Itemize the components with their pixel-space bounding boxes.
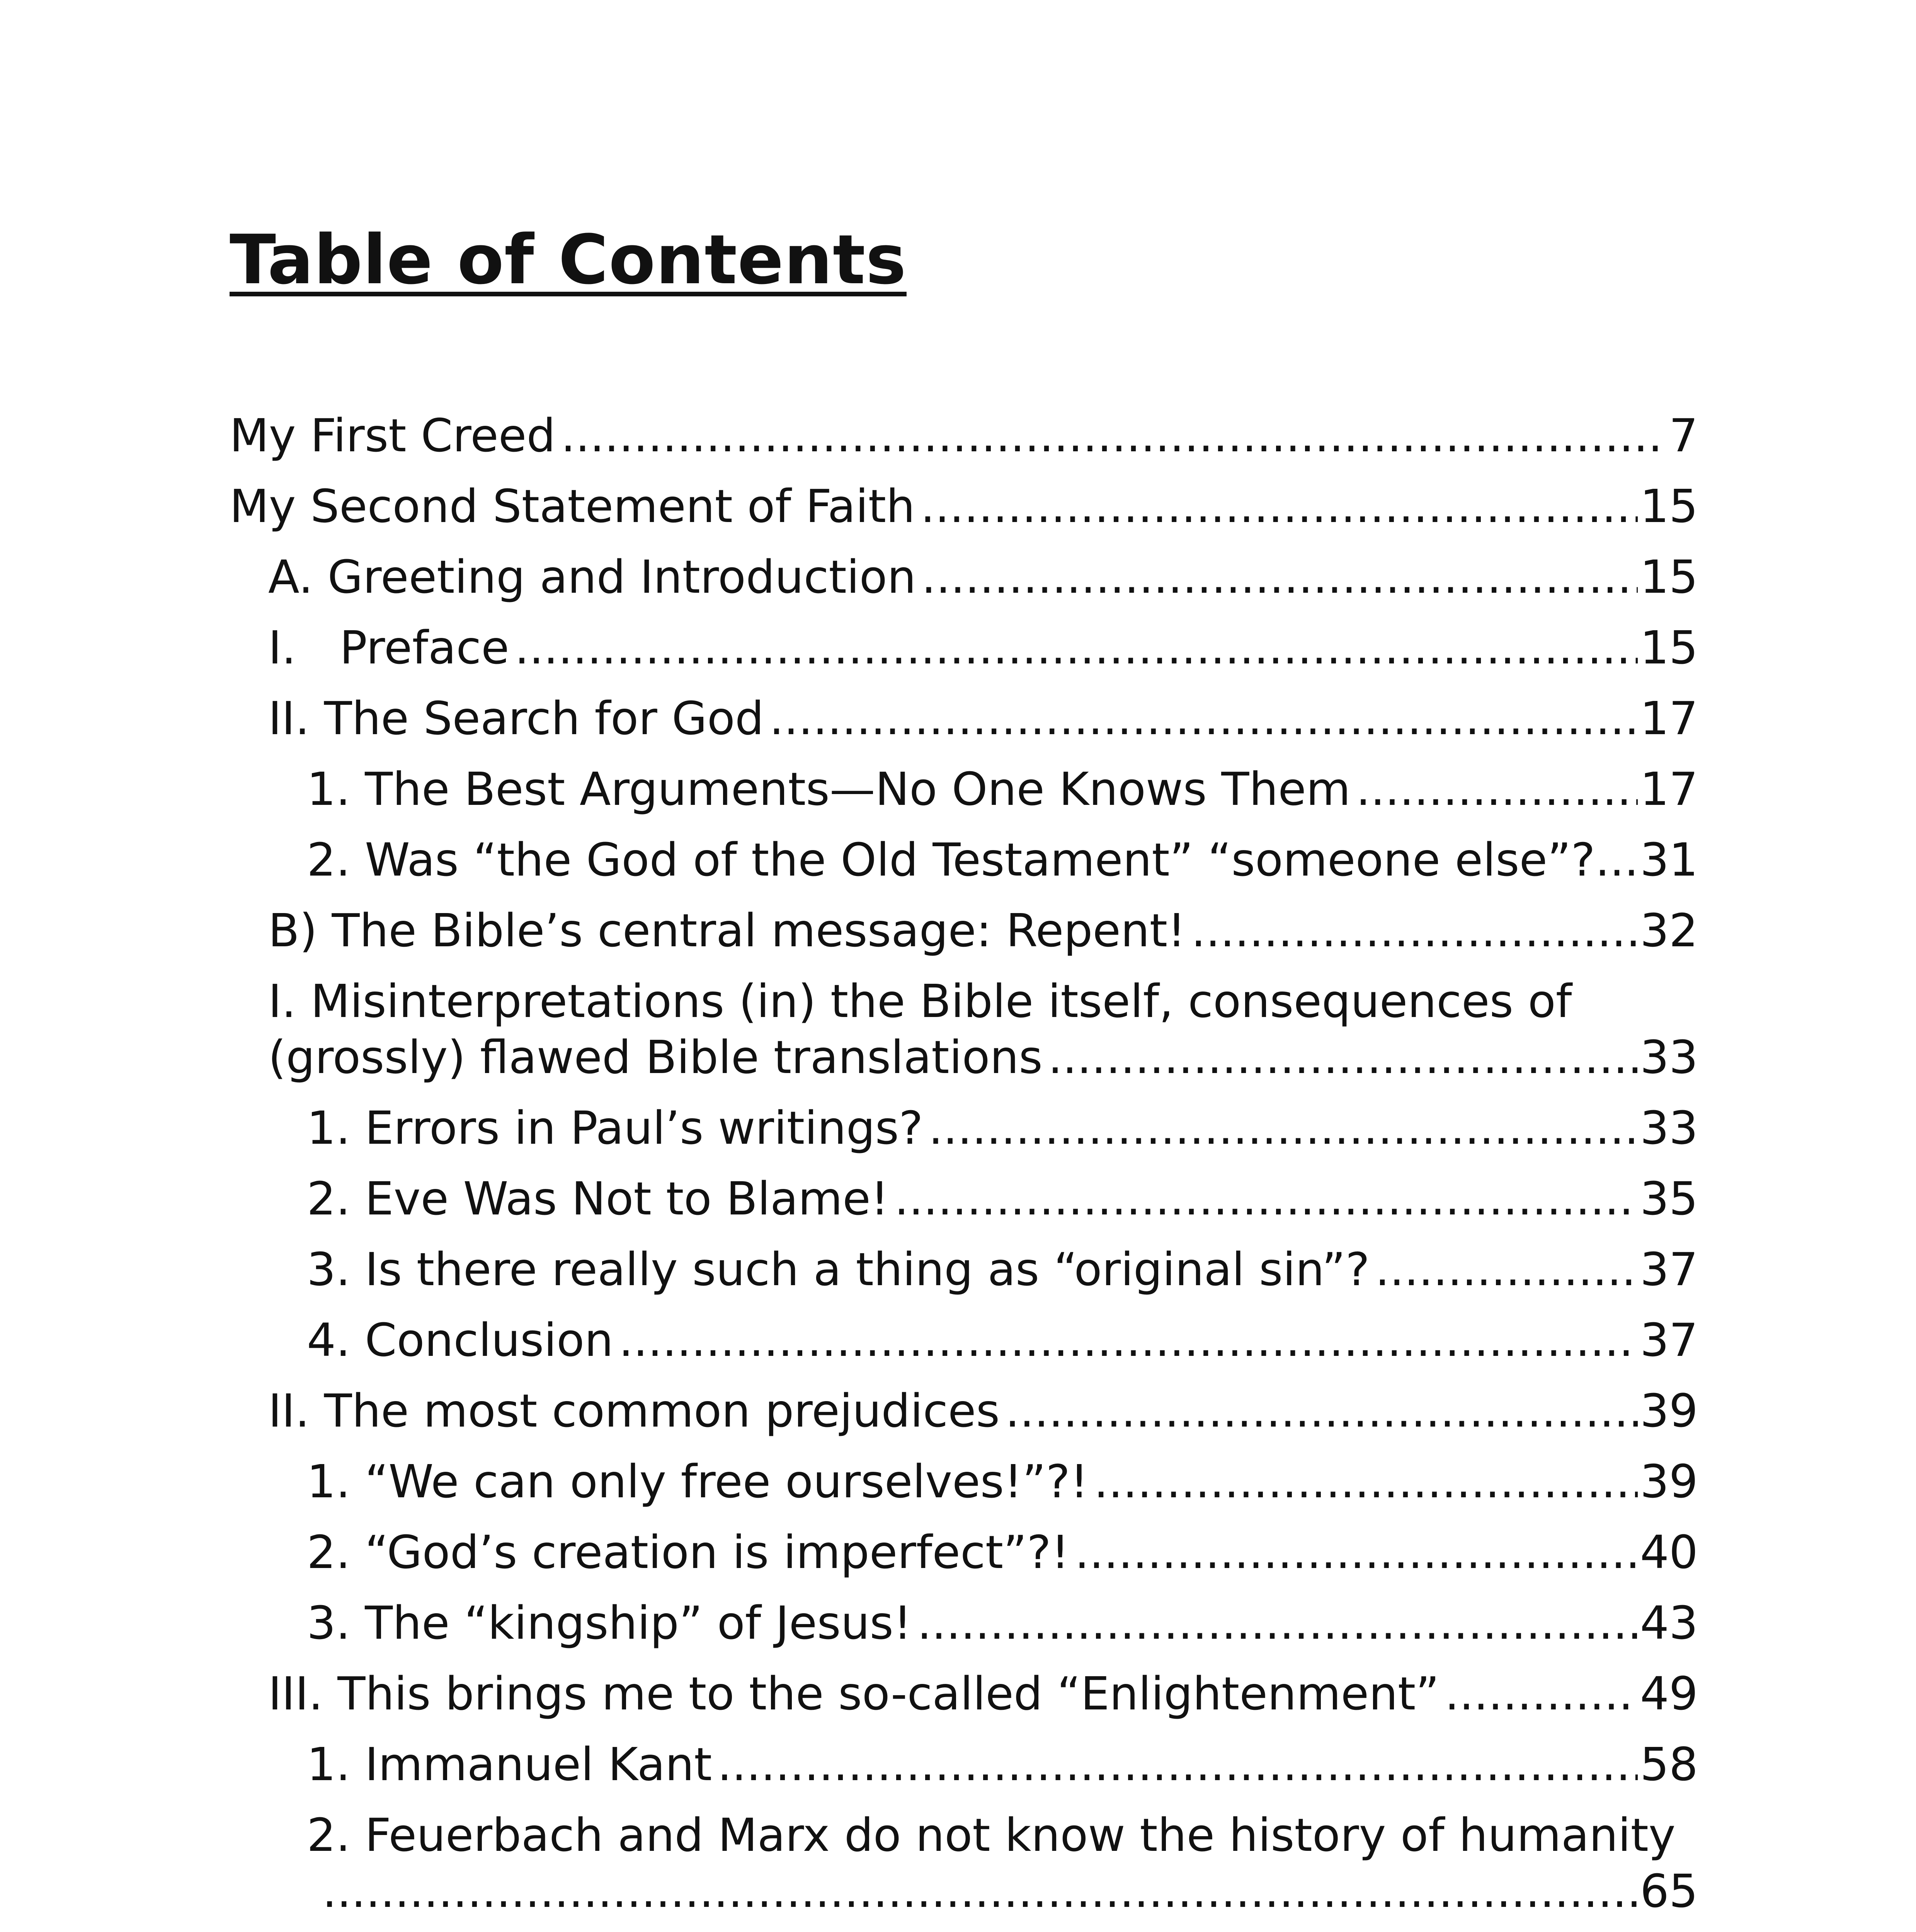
toc-entry-title: II. The Search for God [268,692,764,745]
toc-page-number: 32 [1640,904,1698,957]
dot-leader [717,1736,1638,1793]
dot-leader [1445,1666,1637,1722]
dot-leader [1191,903,1637,959]
toc-entry-title: II. The most common prejudices [268,1384,1000,1437]
dot-leader [917,1595,1638,1651]
dot-leader [769,690,1638,747]
toc-entry-title: I. Preface [268,621,509,674]
toc-entry[interactable] [230,1383,1698,1439]
toc-entry-title: A. Greeting and Introduction [268,550,916,604]
toc-entry-title: B) The Bible’s central message: Repent! [268,904,1186,957]
dot-leader [515,620,1638,676]
dot-leader [322,1863,1638,1919]
toc-entry-title: 1. “We can only free ourselves!”?! [307,1455,1089,1508]
toc-entry-title: 1. The Best Arguments—No One Knows Them [307,762,1351,816]
toc-entry-title: My First Creed [230,409,556,462]
toc-page-number: 39 [1640,1455,1698,1508]
toc-entry[interactable] [230,903,1698,959]
toc-page-number: 35 [1640,1172,1698,1225]
toc-entry-title: 1. Immanuel Kant [307,1738,712,1791]
dot-leader [1094,1454,1637,1510]
toc-entry[interactable] [230,1100,1698,1156]
toc-page-number: 58 [1640,1738,1698,1791]
toc-entry-title: 2. Was “the God of the Old Testament” “someone else”? [307,833,1595,886]
dot-leader [1048,1029,1638,1085]
toc-page-number: 65 [1640,1864,1698,1918]
toc-entry-title-line1: 2. Feuerbach and Marx do not know the history of humanity [307,1808,1676,1862]
toc-page-number: 17 [1640,762,1698,816]
toc-page-number: 15 [1640,480,1698,533]
toc-page-number: 15 [1640,621,1698,674]
toc-entry[interactable] [230,1171,1698,1227]
toc-entry-title-line2: (grossly) flawed Bible translations [268,1031,1043,1084]
toc-entry[interactable] [230,549,1698,605]
toc-entry-title: 2. “God’s creation is imperfect”?! [307,1526,1070,1579]
toc-page-number: 33 [1640,1031,1698,1084]
toc-page-number: 33 [1640,1101,1698,1155]
toc-entry-title: 1. Errors in Paul’s writings? [307,1101,923,1155]
dot-leader [1375,1242,1637,1298]
dot-leader [1595,832,1638,888]
toc-page-number: 15 [1640,550,1698,604]
toc-page-number: 17 [1640,692,1698,745]
toc-entry-title: 2. Eve Was Not to Blame! [307,1172,889,1225]
toc-entry-title: 3. The “kingship” of Jesus! [307,1596,912,1650]
toc-entry-title: My Second Statement of Faith [230,480,915,533]
toc-entry[interactable] [230,1595,1698,1651]
toc-entry-title: 4. Conclusion [307,1313,614,1367]
toc-entry[interactable] [230,761,1698,817]
toc-entry[interactable] [230,1807,1698,1919]
toc-entry[interactable] [230,690,1698,747]
toc-page-number: 37 [1640,1243,1698,1296]
page-title: Table of Contents [230,220,907,299]
toc-entry[interactable] [230,832,1698,888]
toc-entry[interactable] [230,1312,1698,1368]
toc-page-number: 39 [1640,1384,1698,1437]
dot-leader [561,408,1667,464]
dot-leader [922,549,1638,605]
toc-page-number: 40 [1640,1526,1698,1579]
dot-leader [1356,761,1638,817]
toc-entry[interactable] [230,620,1698,676]
toc-entry-title: III. This brings me to the so-called “Enlightenment” [268,1667,1440,1720]
toc-page-number: 49 [1640,1667,1698,1720]
toc-entry[interactable] [230,1454,1698,1510]
dot-leader [1005,1383,1638,1439]
dot-leader [894,1171,1638,1227]
toc-entry[interactable] [230,1242,1698,1298]
toc-page-number: 43 [1640,1596,1698,1650]
toc-page-number: 31 [1640,833,1698,886]
toc-entry[interactable] [230,478,1698,534]
toc-entry[interactable] [230,1524,1698,1580]
dot-leader [929,1100,1638,1156]
dot-leader [619,1312,1638,1368]
table-of-contents [230,408,1698,1932]
toc-entry[interactable] [230,408,1698,464]
toc-entry[interactable] [230,1666,1698,1722]
toc-page-number: 7 [1669,409,1698,462]
dot-leader [921,478,1638,534]
toc-entry[interactable] [230,1736,1698,1793]
toc-entry-title-line1: I. Misinterpretations (in) the Bible itself, consequences of [268,975,1572,1028]
toc-entry[interactable] [230,973,1698,1085]
toc-entry-title: 3. Is there really such a thing as “original sin”? [307,1243,1370,1296]
toc-page-number: 37 [1640,1313,1698,1367]
dot-leader [1075,1524,1638,1580]
